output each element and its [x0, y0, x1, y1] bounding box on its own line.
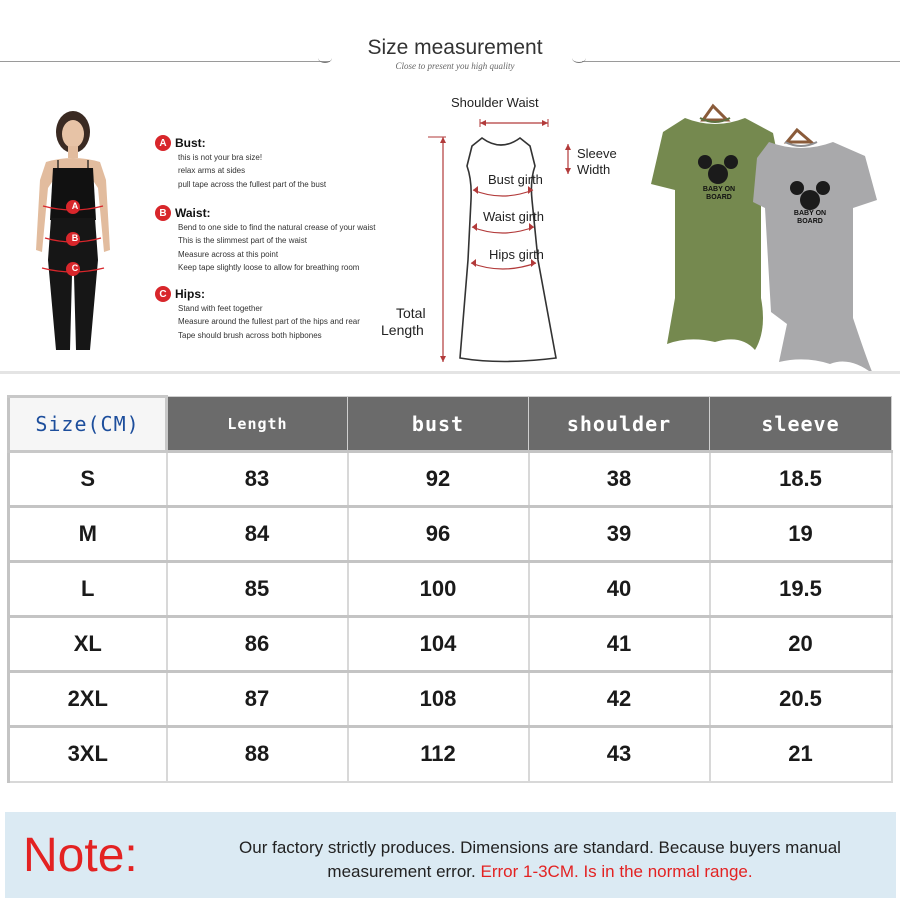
cell-length: 85	[167, 562, 348, 617]
guide-line: Bend to one side to find the natural crease of your waist	[178, 223, 376, 232]
label-bust-girth: Bust girth	[488, 172, 543, 187]
table-row	[9, 672, 892, 727]
cell-sleeve: 21	[710, 727, 892, 782]
guide-line: Keep tape slightly loose to allow for breathing room	[178, 262, 360, 272]
note-highlight: Error 1-3CM. Is in the normal range.	[480, 862, 753, 881]
size-table	[7, 395, 893, 783]
guide-waist	[155, 205, 395, 274]
guide-line: pull tape across the fullest part of the bust	[178, 179, 327, 189]
figure-marker-c: C	[71, 263, 79, 273]
guide-bust	[155, 135, 395, 191]
guide-title-hips: Hips:	[175, 287, 205, 301]
cell-bust: 96	[348, 507, 529, 562]
badge-a: A	[155, 135, 171, 151]
header-sleeve: sleeve	[710, 397, 892, 452]
cell-shoulder: 42	[529, 672, 710, 727]
cell-bust: 108	[348, 672, 529, 727]
guide-line: Tape should brush across both hipbones	[178, 330, 322, 340]
guide-line: Measure across at this point	[178, 249, 279, 259]
header-rule-right	[582, 61, 900, 62]
cell-shoulder: 38	[529, 452, 710, 507]
guide-line: this is not your bra size!	[178, 153, 263, 162]
cell-size: S	[9, 452, 167, 507]
cell-bust: 112	[348, 727, 529, 782]
label-shoulder-waist: Shoulder Waist	[451, 95, 539, 110]
page-title: Size measurement	[367, 36, 543, 59]
label-length: Length	[381, 322, 424, 338]
guide-hips	[155, 286, 395, 342]
cell-length: 87	[167, 672, 348, 727]
note-panel	[5, 812, 896, 898]
model-figure	[18, 110, 128, 350]
label-waist-girth: Waist girth	[483, 209, 544, 224]
note-label: Note:	[23, 829, 138, 882]
cell-shoulder: 39	[529, 507, 710, 562]
print-line: BOARD	[797, 218, 823, 225]
note-body: Our factory strictly produces. Dimensions are standard. Because buyers manual measurement error.	[239, 838, 841, 881]
badge-b: B	[155, 205, 171, 221]
cell-length: 88	[167, 727, 348, 782]
cell-shoulder: 41	[529, 617, 710, 672]
guide-title-bust: Bust:	[175, 136, 206, 150]
print-text-grey	[788, 210, 832, 226]
cell-sleeve: 18.5	[710, 452, 892, 507]
cell-size: 2XL	[9, 672, 167, 727]
label-width: Width	[577, 162, 611, 177]
table-header-row	[9, 397, 892, 452]
cell-size: M	[9, 507, 167, 562]
table-row	[9, 617, 892, 672]
cell-size: 3XL	[9, 727, 167, 782]
table-row	[9, 727, 892, 782]
cell-sleeve: 20.5	[710, 672, 892, 727]
print-line: BABY ON	[702, 186, 736, 193]
label-sleeve: Sleeve	[577, 146, 617, 161]
guide-line: Stand with feet together	[178, 304, 263, 313]
figure-marker-a: A	[71, 201, 79, 211]
cell-length: 83	[167, 452, 348, 507]
header-rule-left	[0, 61, 330, 62]
tunic-illustration	[645, 98, 890, 380]
guide-line: relax arms at sides	[178, 166, 246, 176]
header-shoulder: shoulder	[529, 397, 710, 452]
product-photo	[645, 98, 890, 380]
guide-title-waist: Waist:	[175, 206, 211, 220]
cell-bust: 92	[348, 452, 529, 507]
print-text-olive	[697, 186, 741, 202]
table-row	[9, 507, 892, 562]
cell-bust: 100	[348, 562, 529, 617]
cell-size: XL	[9, 617, 167, 672]
cell-shoulder: 40	[529, 562, 710, 617]
cell-length: 84	[167, 507, 348, 562]
table-row	[9, 452, 892, 507]
cell-sleeve: 20	[710, 617, 892, 672]
label-total: Total	[396, 305, 426, 321]
header-size: Size(CM)	[9, 397, 167, 452]
badge-c: C	[155, 286, 171, 302]
table-row	[9, 562, 892, 617]
cell-sleeve: 19	[710, 507, 892, 562]
dress-diagram	[380, 90, 640, 375]
guide-line: Measure around the fullest part of the hips and rear	[178, 317, 360, 327]
figure-marker-b: B	[71, 233, 79, 243]
print-line: BOARD	[706, 194, 732, 201]
header-bust: bust	[348, 397, 529, 452]
note-text	[205, 836, 875, 884]
cell-shoulder: 43	[529, 727, 710, 782]
header-length: Length	[167, 397, 348, 452]
cell-size: L	[9, 562, 167, 617]
label-hips-girth: Hips girth	[489, 247, 544, 262]
print-line: BABY ON	[793, 210, 827, 217]
page-subtitle: Close to present you high quality	[395, 61, 515, 71]
cell-sleeve: 19.5	[710, 562, 892, 617]
section-divider	[0, 371, 900, 374]
cell-length: 86	[167, 617, 348, 672]
guide-line: This is the slimmest part of the waist	[178, 236, 307, 246]
cell-bust: 104	[348, 617, 529, 672]
